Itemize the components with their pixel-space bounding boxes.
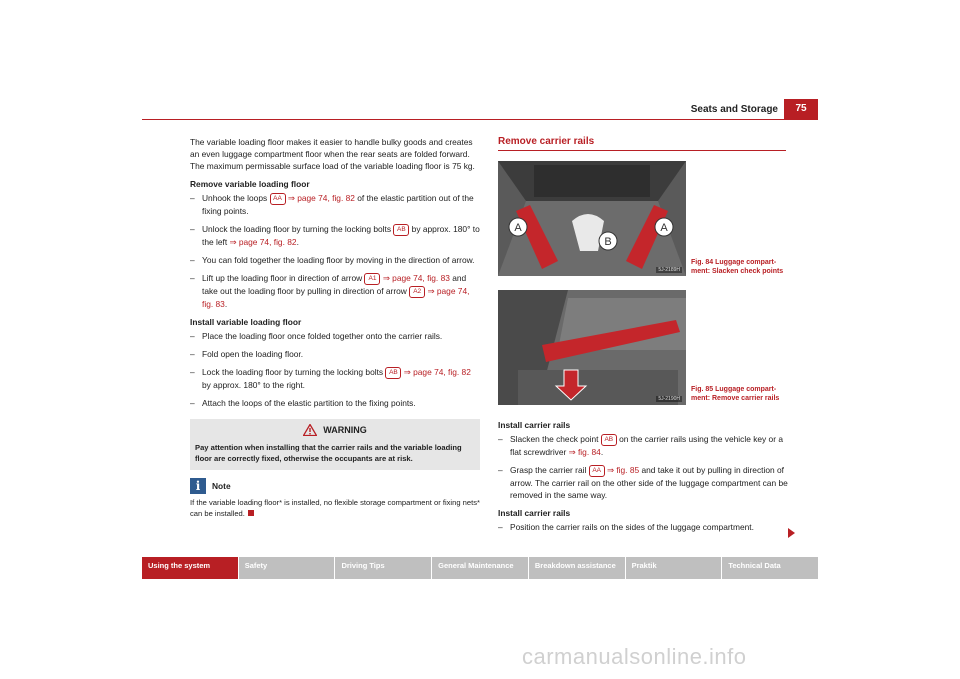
install-rails-heading: Install carrier rails bbox=[498, 420, 571, 430]
list-item: – Attach the loops of the elastic partition to the fixing points. bbox=[190, 398, 416, 408]
figure-code: 5J-2189H bbox=[658, 267, 680, 273]
list-item: – You can fold together the loading floor by moving in the direction of arrow. bbox=[190, 255, 475, 265]
svg-text:A: A bbox=[514, 222, 522, 234]
carrier-rail-illustration bbox=[498, 290, 686, 405]
list-item: – Lock the loading floor by turning the locking bolts AB ⇒ page 74, fig. 82 by approx. 180° to the right. bbox=[190, 367, 471, 390]
callout-tag: A1 bbox=[364, 273, 380, 285]
list-item: – Slacken the check point AB on the carrier rails using the vehicle key or a flat screwdriver ⇒ fig. 84. bbox=[498, 434, 783, 457]
remove-rails-heading: Remove carrier rails bbox=[498, 136, 786, 151]
page-number: 75 bbox=[784, 99, 818, 119]
next-page-arrow-icon[interactable] bbox=[788, 528, 795, 538]
callout-tag: AB bbox=[601, 434, 617, 446]
tab-safety[interactable]: Safety bbox=[239, 557, 335, 579]
page-ref-link[interactable]: ⇒ page 74, fig. 82 bbox=[403, 367, 471, 377]
callout-tag: AB bbox=[385, 367, 401, 379]
figure-84-caption: Fig. 84 Luggage compart-ment: Slacken check points bbox=[691, 259, 784, 275]
tab-driving-tips[interactable]: Driving Tips bbox=[335, 557, 431, 579]
tab-technical-data[interactable]: Technical Data bbox=[722, 557, 818, 579]
callout-tag: AA bbox=[589, 465, 605, 477]
luggage-compartment-illustration bbox=[498, 161, 686, 276]
section-header-title: Seats and Storage bbox=[690, 104, 778, 115]
tab-praktik[interactable]: Praktik bbox=[626, 557, 722, 579]
left-column bbox=[190, 136, 480, 519]
watermark-text: carmanualsonline.info bbox=[522, 644, 747, 669]
svg-text:A: A bbox=[660, 222, 668, 234]
info-icon: i bbox=[190, 478, 206, 494]
header-rule bbox=[142, 119, 818, 120]
install-floor-heading: Install variable loading floor bbox=[190, 317, 302, 327]
intro-paragraph: The variable loading floor makes it easier to handle bulky goods and creates an even luggage compartment floor when the rear seats are folded forward. The maximum permissable surface load of the variable loading floor is 75 kg. bbox=[190, 137, 475, 171]
list-item: – Place the loading floor once folded together onto the carrier rails. bbox=[190, 331, 443, 341]
warning-text: Pay attention when installing that the carrier rails and the variable loading floor are correctly fixed, otherwise the occupants are at risk. bbox=[195, 443, 462, 463]
page-ref-link[interactable]: ⇒ page 74, fig. 82 bbox=[229, 237, 297, 247]
list-item: – Lift up the loading floor in direction of arrow A1 ⇒ page 74, fig. 83 and take out the loading floor by pulling in direction of arrow A2 ⇒ page 74, fig. 83. bbox=[190, 273, 470, 309]
figure-84-image bbox=[498, 161, 686, 276]
svg-text:B: B bbox=[604, 236, 612, 248]
page-ref-link[interactable]: ⇒ page 74, fig. 82 bbox=[287, 193, 355, 203]
note-text: If the variable loading floor* is installed, no flexible storage compartment or fixing nets* can be installed. bbox=[190, 498, 480, 518]
tab-using-the-system[interactable]: Using the system bbox=[142, 557, 238, 579]
tab-general-maintenance[interactable]: General Maintenance bbox=[432, 557, 528, 579]
install-rails-heading-2: Install carrier rails bbox=[498, 508, 571, 518]
warning-box bbox=[190, 419, 480, 470]
callout-tag: AB bbox=[393, 224, 409, 236]
list-item: – Position the carrier rails on the sides of the luggage compartment. bbox=[498, 522, 754, 532]
list-item: – Fold open the loading floor. bbox=[190, 349, 304, 359]
list-item: – Grasp the carrier rail AA ⇒ fig. 85 and take it out by pulling in direction of arrow. The carrier rail on the other side of the luggage compartment can be removed in the same way. bbox=[498, 465, 788, 500]
remove-floor-heading: Remove variable loading floor bbox=[190, 179, 310, 189]
warning-triangle-icon bbox=[303, 424, 317, 436]
figure-code: 5J-2190H bbox=[658, 396, 680, 402]
callout-tag: A2 bbox=[409, 286, 425, 298]
figure-ref-link[interactable]: ⇒ fig. 85 bbox=[606, 465, 640, 475]
warning-title: WARNING bbox=[195, 424, 475, 436]
footer-nav bbox=[142, 557, 818, 579]
end-marker-icon bbox=[248, 510, 254, 516]
figure-ref-link[interactable]: ⇒ fig. 84 bbox=[568, 447, 601, 457]
list-item: – Unlock the loading floor by turning the locking bolts AB by approx. 180° to the left ⇒ page 74, fig. 82. bbox=[190, 224, 480, 247]
page-ref-link[interactable]: ⇒ page 74, fig. 83 bbox=[202, 286, 470, 309]
page-ref-link[interactable]: ⇒ page 74, fig. 83 bbox=[382, 273, 450, 283]
callout-tag: AA bbox=[270, 193, 286, 205]
right-column bbox=[498, 419, 790, 539]
tab-breakdown-assistance[interactable]: Breakdown assistance bbox=[529, 557, 625, 579]
note-title: i Note bbox=[190, 478, 480, 494]
figure-85-caption: Fig. 85 Luggage compart-ment: Remove carrier rails bbox=[691, 386, 780, 402]
figure-85-image bbox=[498, 290, 686, 405]
list-item: – Unhook the loops AA ⇒ page 74, fig. 82 of the elastic partition out of the fixing points. bbox=[190, 193, 474, 216]
